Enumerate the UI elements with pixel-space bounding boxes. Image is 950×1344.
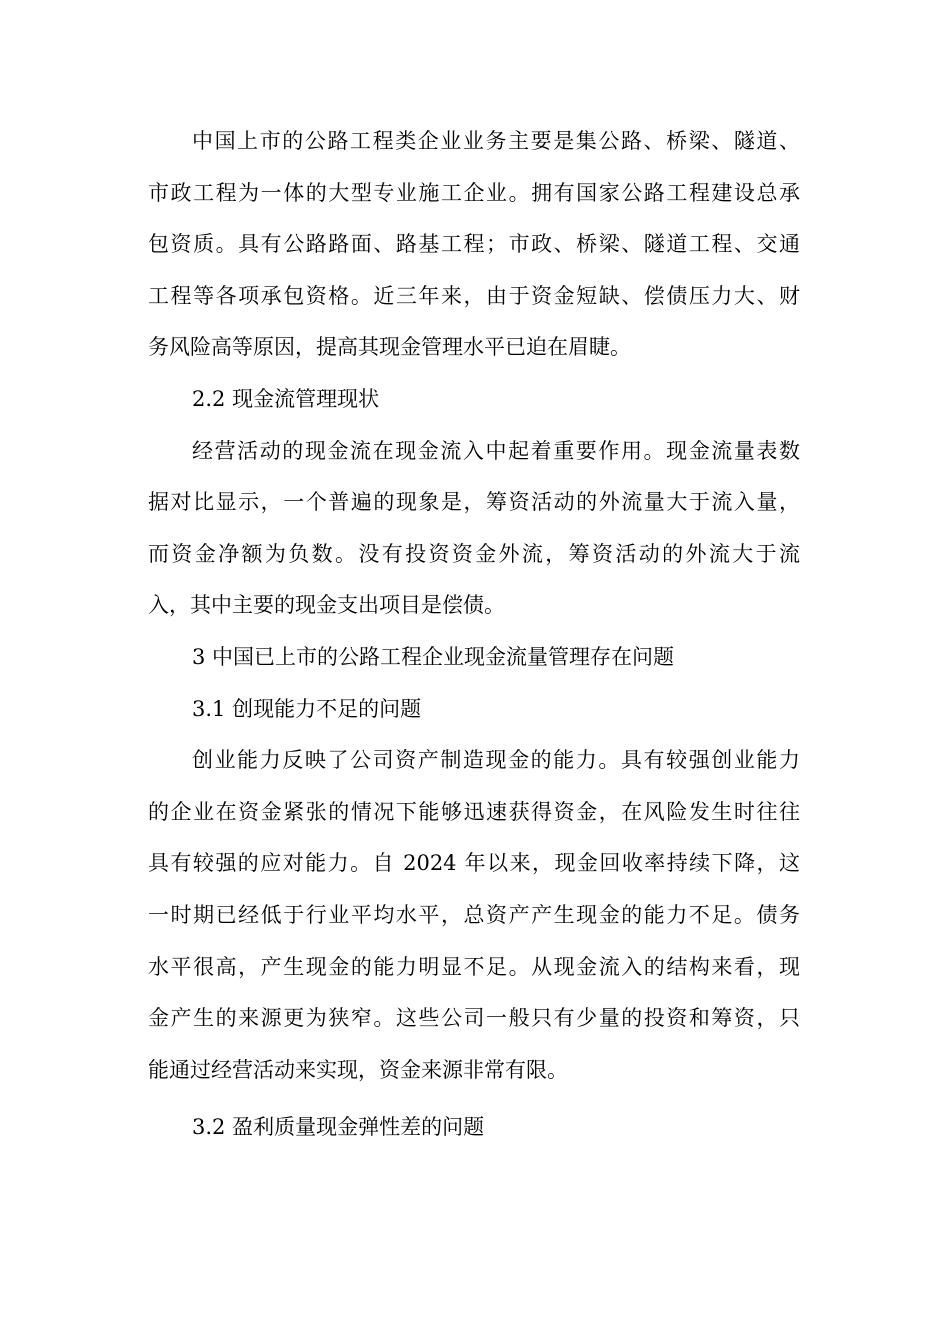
paragraph-cash-creation [148, 735, 800, 1096]
text-line: 工程等各项承包资格。近三年来，由于资金短缺、偿债压力大、财 [148, 283, 800, 308]
text-line: 而资金净额为负数。没有投资资金外流，筹资活动的外流大于流 [148, 541, 800, 566]
text-line: 中国上市的公路工程类企业业务主要是集公路、桥梁、隧道、 [192, 129, 800, 153]
text-line: 水平很高，产生现金的能力明显不足。从现金流入的结构来看，现 [148, 954, 800, 979]
section-heading-3-1: 3.1 创现能力不足的问题 [192, 696, 422, 721]
text-line: 经营活动的现金流在现金流入中起着重要作用。现金流量表数 [192, 438, 800, 463]
paragraph-company-overview [148, 116, 800, 374]
text-line: 具有较强的应对能力。自 2024 年以来，现金回收率持续下降，这 [148, 851, 800, 876]
text-line: 一时期已经低于行业平均水平，总资产产生现金的能力不足。债务 [148, 902, 800, 927]
section-heading-3: 3 中国已上市的公路工程企业现金流量管理存在问题 [192, 644, 675, 669]
text-line: 能通过经营活动来实现，资金来源非常有限。 [148, 1057, 568, 1082]
text-line: 据对比显示，一个普遍的现象是，筹资活动的外流量大于流入量， [148, 490, 800, 515]
text-line: 包资质。具有公路路面、路基工程；市政、桥梁、隧道工程、交通 [148, 232, 800, 257]
section-heading-3-2: 3.2 盈利质量现金弹性差的问题 [192, 1115, 485, 1140]
paragraph-cashflow-status [148, 426, 800, 632]
text-line: 金产生的来源更为狭窄。这些公司一般只有少量的投资和筹资，只 [148, 1006, 800, 1031]
text-line: 创业能力反映了公司资产制造现金的能力。具有较强创业能力 [192, 748, 800, 773]
text-line: 的企业在资金紧张的情况下能够迅速获得资金，在风险发生时往往 [148, 799, 800, 824]
section-heading-2-2: 2.2 现金流管理现状 [192, 386, 380, 411]
text-line: 入，其中主要的现金支出项目是偿债。 [148, 593, 505, 618]
text-line: 市政工程为一体的大型专业施工企业。拥有国家公路工程建设总承 [148, 180, 800, 205]
document-body [148, 116, 800, 1154]
text-line: 务风险高等原因，提高其现金管理水平已迫在眉睫。 [148, 335, 631, 360]
